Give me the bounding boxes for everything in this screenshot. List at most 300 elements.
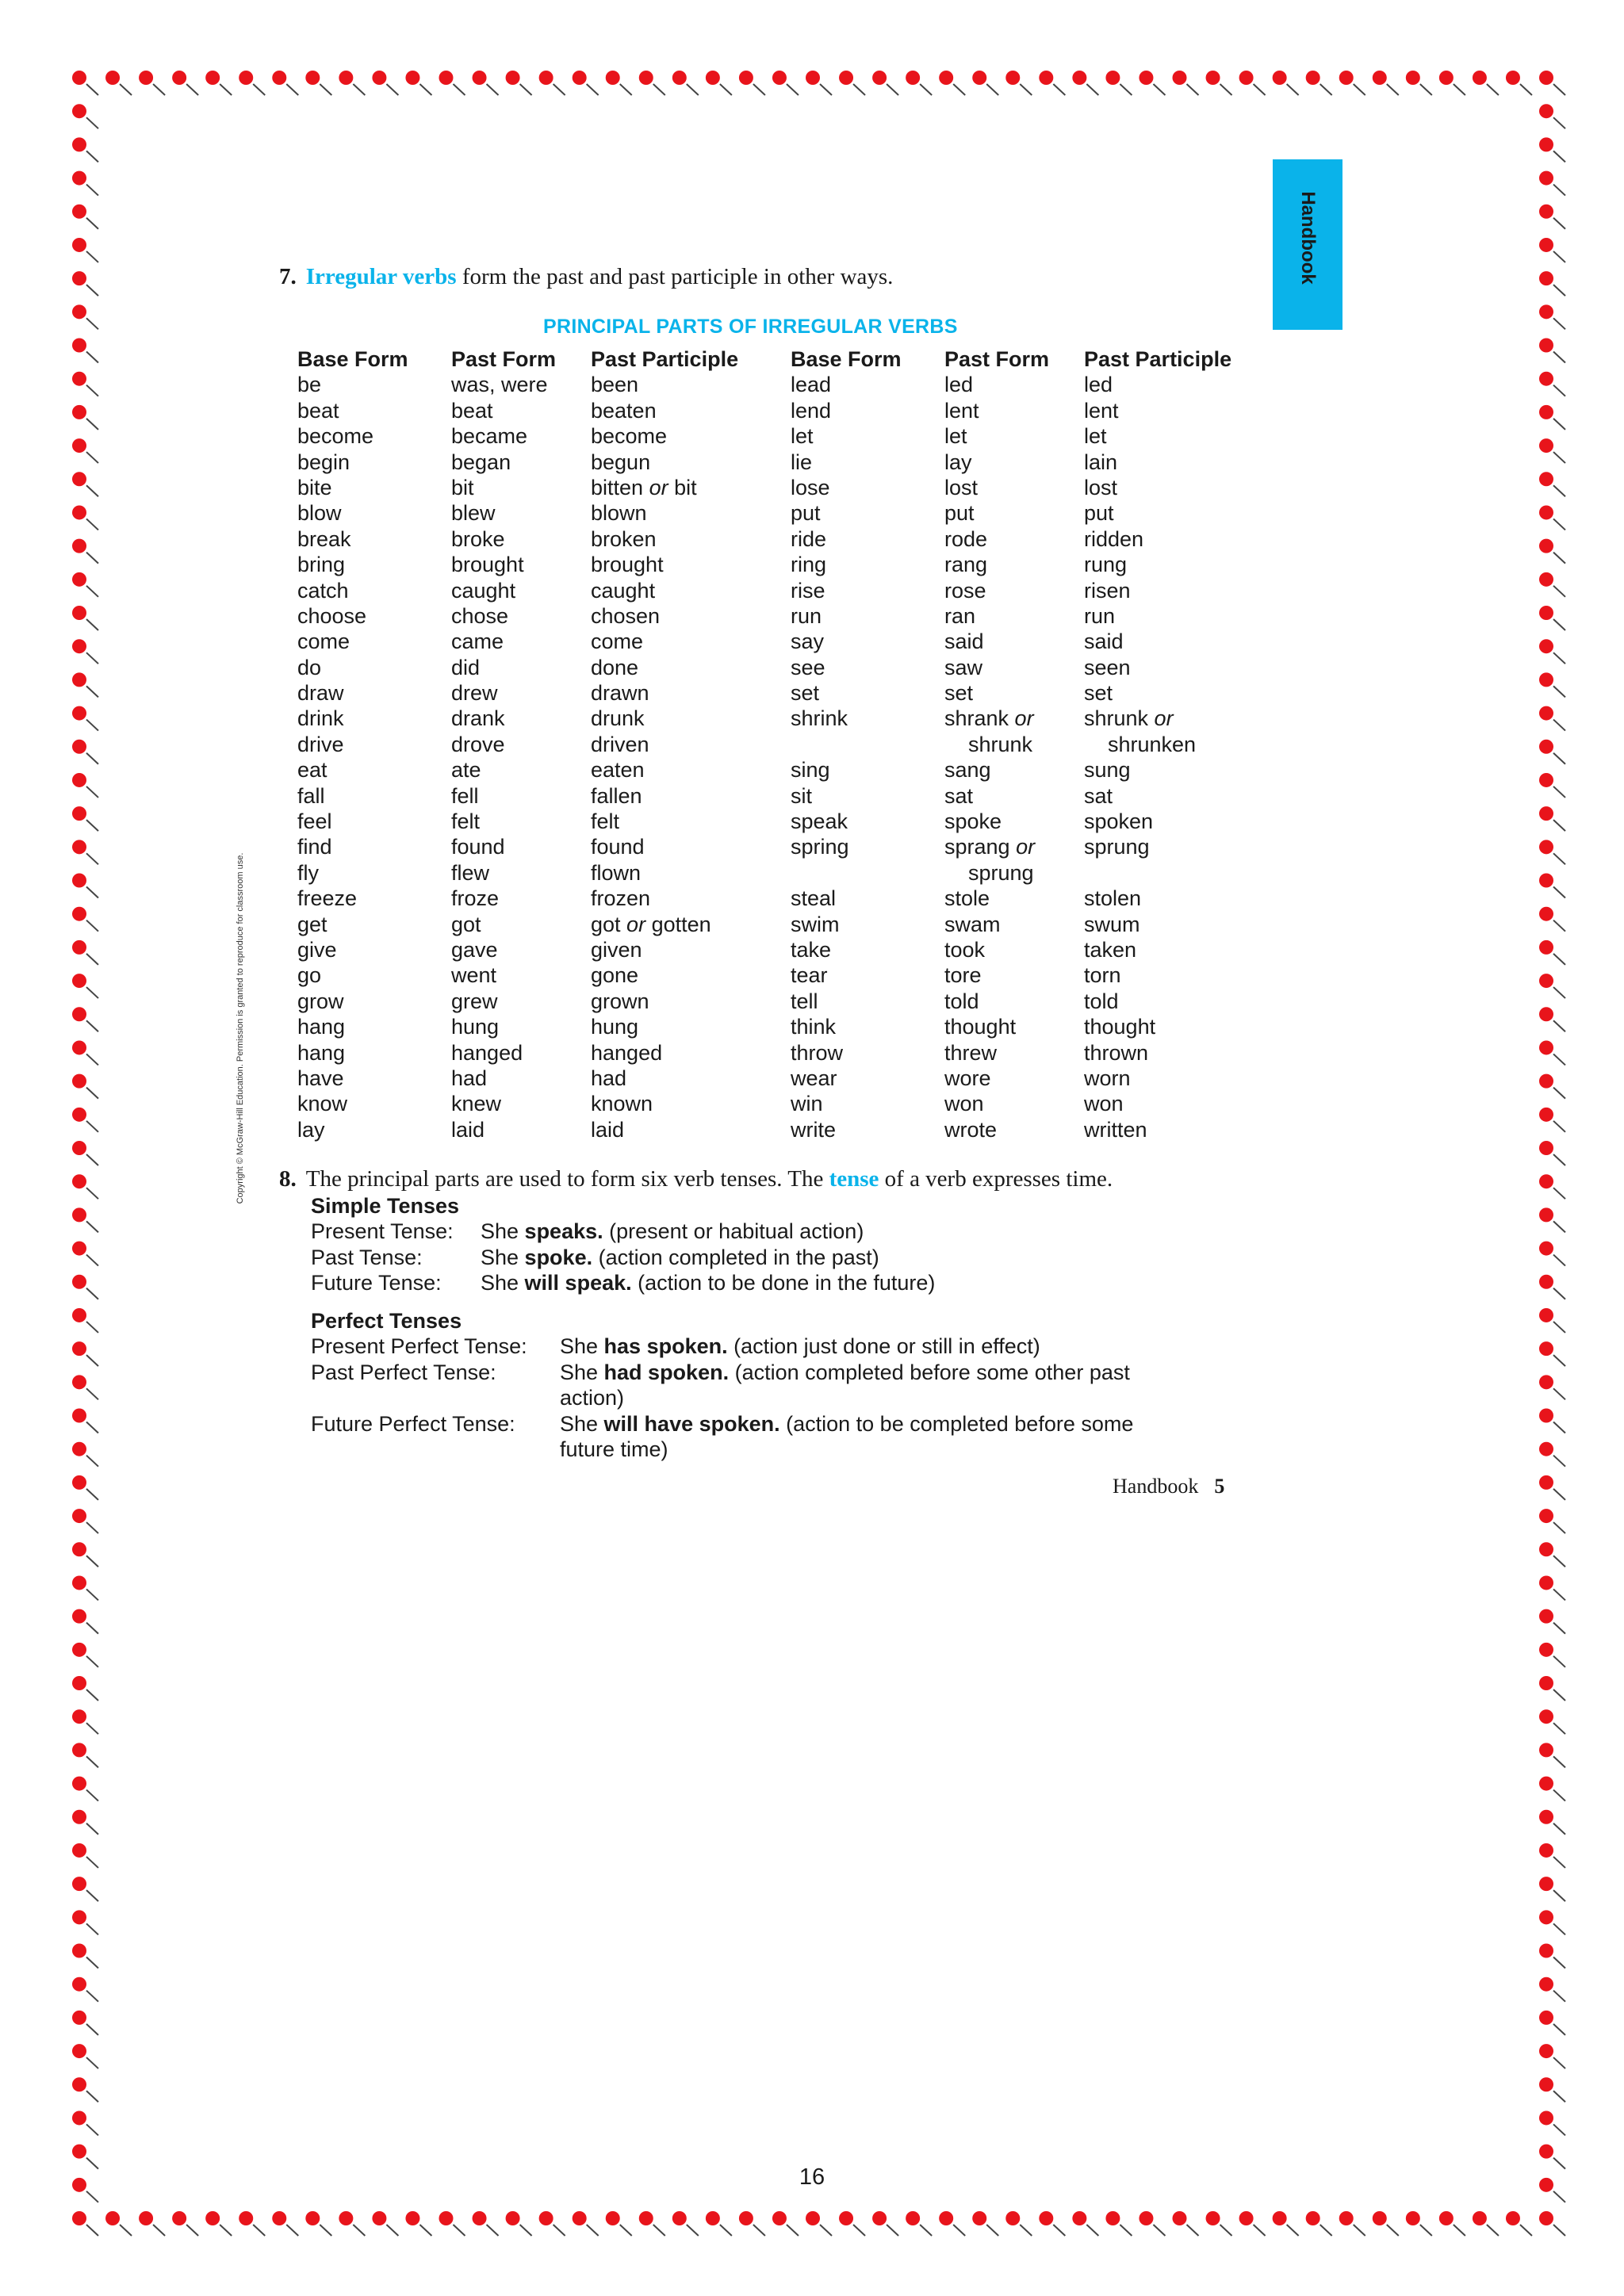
verb-cell: hanged	[591, 1040, 663, 1065]
verb-cell: shrunk	[968, 732, 1033, 756]
border-dot	[839, 2211, 853, 2225]
item-7	[279, 264, 893, 290]
verb-cell: get	[297, 912, 327, 936]
border-dot	[1539, 2211, 1553, 2225]
border-dot	[72, 940, 86, 955]
border-dash	[1553, 117, 1565, 128]
verb-cell: thrown	[1084, 1040, 1149, 1065]
border-dash	[353, 2225, 365, 2236]
verb-cell: bring	[297, 553, 346, 577]
border-dot	[1072, 2211, 1086, 2225]
verb-cell: broke	[451, 526, 505, 551]
border-dot	[1539, 740, 1553, 754]
border-dot	[1273, 2211, 1287, 2225]
verb-cell: brought	[451, 553, 524, 577]
verb-cell: went	[451, 963, 497, 988]
border-dot	[72, 639, 86, 653]
border-dot	[739, 2211, 753, 2225]
verb-cell: felt	[591, 809, 620, 834]
tense-example: She will have spoken. (action to be completed before some	[560, 1411, 1134, 1436]
border-dot	[72, 1810, 86, 1824]
verb-cell: win	[791, 1092, 823, 1116]
border-dash	[86, 1957, 98, 1969]
border-dot	[872, 71, 887, 85]
border-dot	[1173, 71, 1187, 85]
verb-cell: put	[944, 501, 975, 526]
border-dot	[1539, 672, 1553, 687]
border-dash	[1553, 285, 1565, 296]
verb-cell: know	[297, 1092, 348, 1116]
border-dash	[186, 84, 198, 95]
verb-cell: lost	[944, 475, 979, 499]
border-dash	[86, 2158, 98, 2169]
border-dot	[72, 572, 86, 587]
border-dot	[473, 71, 487, 85]
border-dash	[1553, 1422, 1565, 1433]
border-dot	[639, 2211, 653, 2225]
verb-cell: hung	[451, 1015, 500, 1039]
border-dot	[1539, 539, 1553, 553]
verb-cell: feel	[297, 809, 332, 834]
verb-cell: say	[791, 629, 825, 654]
border-dot	[1206, 71, 1220, 85]
border-dash	[1086, 84, 1098, 95]
border-dash	[86, 1422, 98, 1433]
verb-cell: caught	[451, 578, 516, 603]
verb-cell: ring	[791, 553, 827, 577]
border-dash	[86, 1857, 98, 1868]
column-past-form-right	[944, 346, 1049, 1142]
verb-cell: lent	[1084, 398, 1119, 423]
border-dash	[1553, 1322, 1565, 1333]
border-dash	[887, 2225, 898, 2236]
verb-cell: eaten	[591, 758, 645, 783]
border-dash	[86, 954, 98, 965]
border-dash	[620, 2225, 632, 2236]
verb-cell: was, were	[451, 373, 548, 397]
verb-cell: ride	[791, 526, 827, 551]
border-dash	[620, 84, 632, 95]
column-base-form-left	[297, 346, 408, 1142]
border-dot	[1273, 71, 1287, 85]
page-footer	[1113, 1475, 1224, 1498]
border-dot	[72, 2110, 86, 2125]
border-dot	[939, 2211, 953, 2225]
border-dot	[72, 1341, 86, 1356]
border-dash	[86, 218, 98, 229]
column-past-participle-left	[591, 346, 738, 1142]
border-dot	[72, 304, 86, 319]
tense-row-continuation	[311, 1437, 668, 1462]
border-dash	[1320, 2225, 1332, 2236]
perfect-tenses-heading: Perfect Tenses	[311, 1309, 462, 1333]
border-dot	[72, 1977, 86, 1992]
border-dot	[72, 874, 86, 888]
border-dot	[72, 1643, 86, 1657]
border-dot	[1539, 1242, 1553, 1256]
border-dash	[86, 553, 98, 564]
border-dash	[1553, 2225, 1565, 2236]
border-dot	[105, 71, 120, 85]
border-dot	[1539, 372, 1553, 386]
verb-cell: hang	[297, 1040, 346, 1065]
border-dash	[753, 2225, 765, 2236]
border-dot	[1539, 1141, 1553, 1155]
border-dash	[787, 84, 799, 95]
border-dot	[1539, 1341, 1553, 1356]
verb-cell: took	[944, 937, 986, 962]
verb-cell: became	[451, 424, 528, 449]
border-dash	[1553, 218, 1565, 229]
border-dash	[1553, 1689, 1565, 1701]
border-dot	[72, 1275, 86, 1289]
border-dot	[1539, 1040, 1553, 1054]
border-dash	[1553, 1522, 1565, 1533]
border-dot	[1306, 71, 1320, 85]
border-dot	[1105, 2211, 1120, 2225]
border-dot	[72, 505, 86, 519]
border-dot	[1539, 1709, 1553, 1724]
border-dash	[720, 84, 732, 95]
verb-cell: drove	[451, 732, 505, 756]
border-dash	[86, 786, 98, 798]
verb-cell: worn	[1084, 1066, 1131, 1090]
verb-cell: put	[1084, 501, 1114, 526]
verb-cell: won	[1084, 1092, 1124, 1116]
border-dash	[86, 1255, 98, 1266]
border-dot	[1206, 2211, 1220, 2225]
border-dash	[86, 1355, 98, 1366]
border-dash	[86, 2057, 98, 2068]
border-dot	[272, 2211, 286, 2225]
verb-cell: ran	[944, 603, 976, 628]
border-dash	[1553, 2158, 1565, 2169]
border-dot	[1539, 205, 1553, 219]
border-dot	[405, 71, 419, 85]
verb-cell: hung	[591, 1015, 639, 1039]
border-dash	[120, 2225, 132, 2236]
verb-cell: set	[1084, 681, 1113, 706]
border-dash	[1153, 2225, 1165, 2236]
verb-cell: do	[297, 655, 322, 679]
border-dash	[1553, 820, 1565, 831]
border-dash	[86, 285, 98, 296]
verb-cell: bitten or bit	[591, 475, 697, 499]
border-dot	[72, 1542, 86, 1556]
border-dot	[72, 1743, 86, 1757]
border-dot	[1539, 773, 1553, 787]
border-dash	[1553, 1020, 1565, 1031]
border-dot	[72, 2145, 86, 2159]
verb-cell: throw	[791, 1040, 844, 1065]
verb-cell: hang	[297, 1015, 346, 1039]
border-dash	[86, 1522, 98, 1533]
footer-label: Handbook	[1113, 1475, 1199, 1498]
border-dash	[86, 2024, 98, 2035]
border-dash	[687, 84, 699, 95]
border-dot	[1539, 171, 1553, 186]
border-dot	[1539, 1275, 1553, 1289]
border-dash	[86, 720, 98, 731]
verb-cell: think	[791, 1015, 837, 1039]
border-dot	[72, 1074, 86, 1089]
border-dash	[1153, 84, 1165, 95]
verb-cell: lend	[791, 398, 832, 423]
verb-cell: catch	[297, 578, 349, 603]
verb-cell: said	[1084, 629, 1124, 654]
border-dash	[1354, 84, 1365, 95]
border-dash	[1553, 1255, 1565, 1266]
border-dot	[1539, 1542, 1553, 1556]
border-dot	[372, 71, 386, 85]
border-dot	[1539, 840, 1553, 854]
verb-cell: seen	[1084, 655, 1131, 679]
border-dash	[1553, 1723, 1565, 1734]
border-dot	[239, 71, 253, 85]
border-dash	[1553, 720, 1565, 731]
border-dot	[1539, 2011, 1553, 2025]
border-dash	[1553, 1188, 1565, 1199]
border-dot	[1473, 2211, 1487, 2225]
border-dot	[139, 2211, 153, 2225]
verb-cell: drink	[297, 706, 344, 731]
border-dash	[1553, 1355, 1565, 1366]
verb-cell: take	[791, 937, 832, 962]
border-dot	[1005, 2211, 1020, 2225]
border-dash	[86, 887, 98, 898]
border-dot	[372, 2211, 386, 2225]
tense-example: She speaks. (present or habitual action)	[481, 1219, 864, 1244]
border-dash	[86, 1723, 98, 1734]
verb-cell: drawn	[591, 681, 649, 706]
border-dash	[320, 2225, 331, 2236]
border-dot	[1539, 1174, 1553, 1188]
border-dot	[72, 907, 86, 921]
border-dash	[887, 84, 898, 95]
border-dash	[653, 2225, 665, 2236]
border-dash	[1553, 1957, 1565, 1969]
border-dot	[1439, 71, 1454, 85]
column-base-form-right	[791, 346, 902, 1142]
border-dot	[272, 71, 286, 85]
verb-cell: set	[944, 681, 974, 706]
verb-cell: fallen	[591, 783, 642, 808]
tense-row	[311, 1245, 879, 1270]
border-dot	[672, 71, 687, 85]
border-dash	[1454, 84, 1465, 95]
border-dot	[1339, 2211, 1354, 2225]
border-dash	[753, 84, 765, 95]
border-dot	[72, 271, 86, 285]
verb-cell: lost	[1084, 475, 1118, 499]
verb-cell: came	[451, 629, 504, 654]
verb-cell: found	[591, 835, 645, 859]
border-dash	[86, 2091, 98, 2102]
border-dash	[1553, 1823, 1565, 1835]
verb-cell: fall	[297, 783, 325, 808]
verb-cell: stolen	[1084, 886, 1142, 911]
border-dot	[972, 71, 986, 85]
verb-cell: fly	[297, 860, 319, 885]
border-dash	[353, 84, 365, 95]
border-dot	[1473, 71, 1487, 85]
verb-cell: tear	[791, 963, 828, 988]
border-dash	[1553, 954, 1565, 965]
border-dot	[1539, 1743, 1553, 1757]
border-dash	[1553, 419, 1565, 430]
border-dot	[339, 2211, 353, 2225]
border-dash	[1520, 84, 1532, 95]
border-dash	[253, 84, 265, 95]
verb-cell: sung	[1084, 758, 1131, 783]
handbook-tab-label: Handbook	[1297, 191, 1319, 285]
border-dash	[86, 419, 98, 430]
verb-cell: drew	[451, 681, 498, 706]
border-dot	[105, 2211, 120, 2225]
verb-cell: chosen	[591, 603, 661, 628]
border-dot	[72, 405, 86, 419]
border-dash	[487, 2225, 499, 2236]
border-dot	[72, 974, 86, 988]
border-dot	[72, 1308, 86, 1322]
verb-cell: rode	[944, 526, 988, 551]
border-dash	[86, 1489, 98, 1500]
border-dot	[1539, 1409, 1553, 1423]
verb-cell: shrunk or	[1084, 706, 1174, 731]
tense-example: She had spoken. (action completed before some other past	[560, 1360, 1130, 1384]
copyright-notice: Copyright © McGraw-Hill Education. Permission is granted to reproduce for classroom use.	[236, 852, 245, 1204]
border-dot	[1373, 2211, 1387, 2225]
border-dot	[1539, 806, 1553, 821]
border-dash	[86, 251, 98, 262]
border-dot	[1539, 572, 1553, 587]
border-dash	[1553, 2124, 1565, 2135]
verb-cell: caught	[591, 578, 656, 603]
border-dot	[506, 2211, 520, 2225]
verb-cell: be	[297, 373, 322, 397]
border-dash	[520, 2225, 532, 2236]
border-dash	[1553, 753, 1565, 764]
border-dash	[1553, 185, 1565, 196]
border-dash	[86, 1991, 98, 2002]
border-dot	[72, 171, 86, 186]
border-dot	[772, 2211, 787, 2225]
border-dot	[1539, 940, 1553, 955]
verb-cell: told	[1084, 989, 1119, 1013]
border-dot	[772, 71, 787, 85]
verb-cell: did	[451, 655, 481, 679]
verb-cell: speak	[791, 809, 848, 834]
verb-cell: grown	[591, 989, 649, 1013]
border-dash	[153, 2225, 165, 2236]
border-dash	[86, 920, 98, 932]
border-dash	[1220, 84, 1232, 95]
border-dot	[305, 2211, 320, 2225]
verb-cell: lose	[791, 475, 830, 499]
tense-label: Present Tense:	[311, 1219, 454, 1244]
border-dash	[1553, 1790, 1565, 1801]
border-dash	[1553, 519, 1565, 530]
border-dash	[86, 1589, 98, 1600]
tense-row	[311, 1219, 864, 1244]
border-dot	[1539, 1777, 1553, 1791]
verb-cell: run	[791, 603, 822, 628]
verb-cell: put	[791, 501, 821, 526]
border-dash	[86, 1456, 98, 1467]
border-dash	[1553, 1456, 1565, 1467]
verb-cell: had	[451, 1066, 488, 1090]
border-dot	[1539, 2110, 1553, 2125]
border-dash	[86, 1020, 98, 1031]
item-8-number: 8.	[279, 1166, 297, 1192]
border-dot	[573, 2211, 587, 2225]
verb-cell: sit	[791, 783, 812, 808]
border-dot	[72, 372, 86, 386]
tense-row	[311, 1334, 1040, 1359]
verb-cell: lie	[791, 450, 813, 474]
border-dot	[1539, 1207, 1553, 1222]
verb-cell: blew	[451, 501, 496, 526]
tense-label: Future Tense:	[311, 1271, 442, 1295]
border-dash	[1553, 1923, 1565, 1934]
border-dot	[72, 472, 86, 486]
border-dash	[86, 2191, 98, 2202]
border-dash	[1354, 2225, 1365, 2236]
border-dot	[1539, 2077, 1553, 2091]
verb-cell: bite	[297, 475, 332, 499]
verb-cell: choose	[297, 603, 367, 628]
border-dash	[853, 2225, 865, 2236]
verb-cell: beat	[451, 398, 493, 423]
border-dot	[72, 1375, 86, 1389]
border-dot	[1039, 71, 1053, 85]
table-title: PRINCIPAL PARTS OF IRREGULAR VERBS	[543, 316, 958, 338]
verb-cell: done	[591, 655, 639, 679]
border-dash	[1553, 2091, 1565, 2102]
border-dot	[473, 2211, 487, 2225]
border-dot	[1239, 71, 1254, 85]
verb-cell: fell	[451, 783, 479, 808]
border-dot	[1539, 974, 1553, 988]
border-dot	[439, 71, 454, 85]
border-dash	[220, 84, 232, 95]
border-dot	[1539, 706, 1553, 721]
border-dot	[1406, 2211, 1420, 2225]
border-dash	[454, 84, 465, 95]
border-dot	[1539, 472, 1553, 486]
border-dash	[487, 84, 499, 95]
border-dot	[72, 238, 86, 252]
border-dash	[1553, 853, 1565, 864]
border-dash	[86, 2124, 98, 2135]
verb-cell: lain	[1084, 450, 1118, 474]
border-dash	[1520, 2225, 1532, 2236]
verb-cell: flown	[591, 860, 642, 885]
border-dash	[86, 1923, 98, 1934]
border-dot	[906, 2211, 920, 2225]
verb-cell: ate	[451, 758, 481, 783]
border-dot	[1539, 438, 1553, 453]
border-dot	[405, 2211, 419, 2225]
border-dash	[86, 151, 98, 162]
border-dot	[1539, 1475, 1553, 1490]
border-dash	[1053, 84, 1065, 95]
verb-cell: stole	[944, 886, 990, 911]
border-dash	[1553, 1489, 1565, 1500]
page-number: 16	[799, 2164, 825, 2190]
border-dot	[1239, 2211, 1254, 2225]
verb-cell: grow	[297, 989, 344, 1013]
